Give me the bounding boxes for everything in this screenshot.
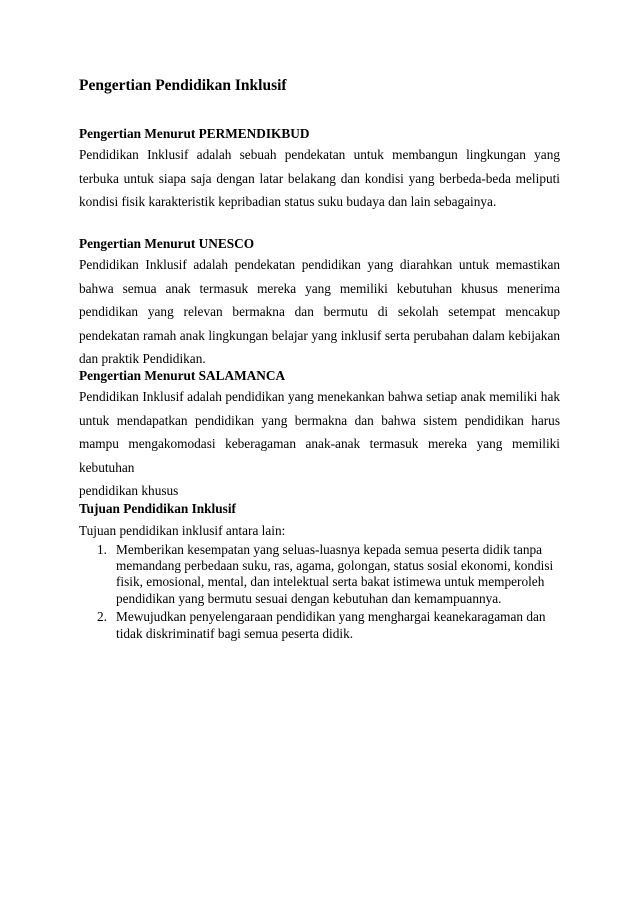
list-item-number: 1.	[97, 542, 107, 557]
section-body: Pendidikan Inklusif adalah pendidikan yang menekankan bahwa setiap anak memiliki hak untuk mendapatkan pendidikan yang bermakna dan bahwa sistem pendidikan harus mampu mengakomodasi keberagaman anak-anak termasuk mereka yang memiliki kebutuhan	[79, 389, 560, 475]
section-body: Pendidikan Inklusif adalah sebuah pendekatan untuk membangun lingkungan yang terbuka untuk siapa saja dengan latar belakang dan kondisi yang berbeda-beda meliputi kondisi fisik karakteristik kepribadian status suku budaya dan lain sebagainya.	[79, 147, 560, 209]
section-body: Pendidikan Inklusif adalah pendekatan pendidikan yang diarahkan untuk memastikan bahwa semua anak termasuk mereka yang memiliki kebutuhan khusus menerima pendidikan yang relevan bermakna dan bermutu di sekolah setempat mencakup pendekatan ramah anak lingkungan belajar yang inklusif serta perubahan dalam kebijakan dan praktik Pendidikan.	[79, 257, 560, 366]
section-heading: Pengertian Menurut SALAMANCA	[79, 368, 286, 383]
section-permendikbud	[79, 125, 560, 214]
section-heading: Pengertian Menurut PERMENDIKBUD	[79, 126, 310, 141]
section-heading: Tujuan Pendidikan Inklusif	[79, 501, 236, 516]
section-body-tail: pendidikan khusus	[79, 483, 179, 498]
goals-list	[79, 542, 560, 642]
list-item	[79, 609, 560, 641]
goals-intro: Tujuan pendidikan inklusif antara lain:	[79, 523, 286, 538]
document-title: Pengertian Pendidikan Inklusif	[79, 77, 287, 94]
section-salamanca	[79, 367, 560, 503]
section-tujuan	[79, 500, 560, 644]
section-heading: Pengertian Menurut UNESCO	[79, 236, 255, 251]
section-unesco	[79, 235, 560, 371]
list-item-text: Mewujudkan penyelengaraan pendidikan yang menghargai keanekaragaman dan tidak diskriminatif bagi semua peserta didik.	[116, 609, 546, 641]
list-item-number: 2.	[97, 609, 107, 625]
list-item	[79, 542, 560, 607]
list-item-text: Memberikan kesempatan yang seluas-luasnya kepada semua peserta didik tanpa memandang perbedaan suku, ras, agama, golongan, status sosial ekonomi, kondisi fisik, emosional, mental, dan intelektual serta bakat istimewa untuk memperoleh pendidikan yang bermutu sesuai dengan kebutuhan dan kemampuannya.	[116, 542, 554, 606]
